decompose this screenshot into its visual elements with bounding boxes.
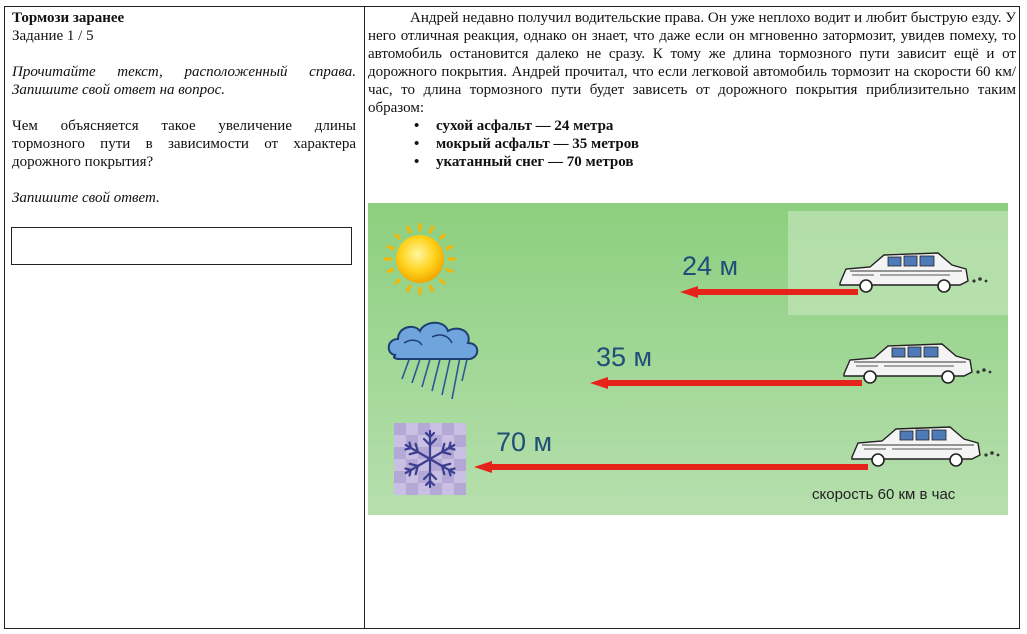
distance-label-snow: 70 м [496,427,553,457]
reading-text [368,9,1016,171]
snowflake-icon [394,423,466,495]
task-panel [12,9,356,207]
list-item: • сухой асфальт — 24 метра [436,117,1016,135]
list-item: • укатанный снег — 70 метров [436,153,1016,171]
text-paragraph: Андрей недавно получил водительские права. Он уже неплохо водит и любит быструю езду. У него отличная реакция, однако он знает, что даже если он мгновенно затормозит, увидев помеху, то автомобиль остановится далеко не сразу. К тому же длина тормозного пути зависит ещё и от дорожного покрытия. Андрей прочитал, что если легковой автомобиль тормозит на скорости 60 км/час, то длина тормозного пути будет зависеть от дорожного покрытия приблизительно таким образом: [368,10,1016,116]
speed-caption: скорость 60 км в час [812,486,956,503]
distance-label-dry: 24 м [682,251,739,281]
column-divider [364,7,365,628]
answer-prompt: Запишите свой ответ. [12,190,160,206]
braking-distance-figure [368,203,1008,515]
answer-input[interactable] [11,227,352,265]
list-item: • мокрый асфальт — 35 метров [436,135,1016,153]
surface-list [368,117,1016,171]
task-counter: Задание 1 / 5 [12,28,94,44]
distance-label-wet: 35 м [596,342,653,372]
task-question: Чем объясняется такое увеличение длины тормозного пути в зависимости от характера дорожного покрытия? [12,118,356,170]
task-instruction: Прочитайте текст, расположенный справа. Запишите свой ответ на вопрос. [12,64,356,98]
task-title: Тормози заранее [12,10,125,26]
